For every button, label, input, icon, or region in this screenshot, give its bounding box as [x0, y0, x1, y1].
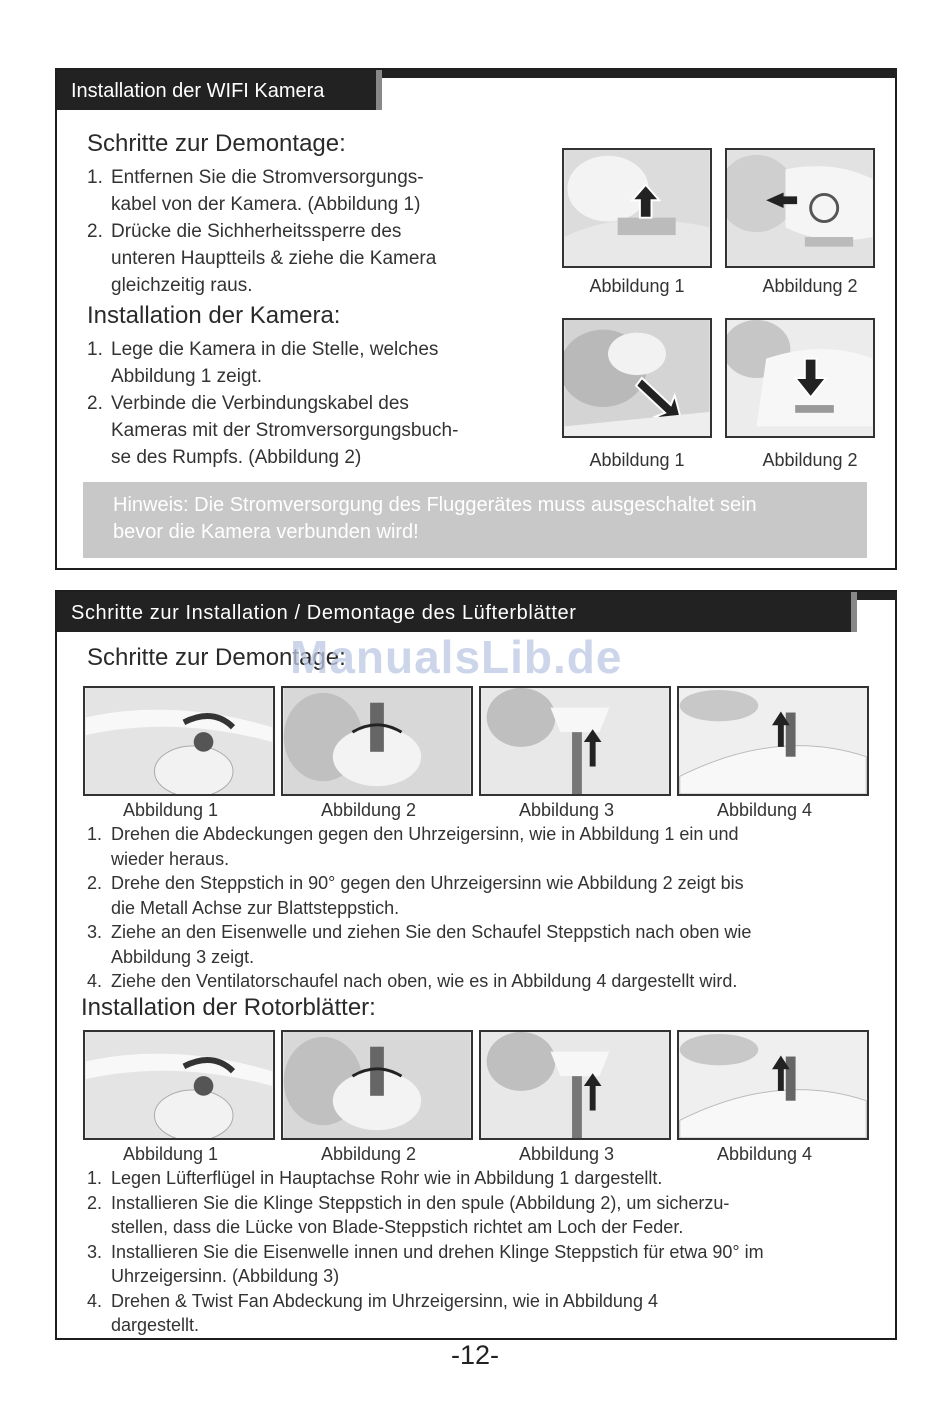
installation-steps — [87, 336, 557, 471]
rotor-blade-section — [55, 590, 897, 1340]
step-item — [87, 1240, 887, 1289]
photo-camera-connect — [725, 318, 875, 438]
step-item — [87, 218, 557, 299]
step-number: 3. — [87, 1241, 103, 1262]
demontage-photo-1 — [83, 686, 275, 796]
demontage-steps — [87, 164, 557, 299]
step-item — [87, 1289, 887, 1338]
step-number: 1. — [87, 1168, 103, 1188]
step-item — [87, 1166, 887, 1191]
caption-figure-2: Abbildung 2 — [762, 276, 858, 296]
step-item — [87, 920, 887, 969]
demontage-photo-4 — [677, 686, 869, 796]
step-number: 3. — [87, 922, 103, 942]
step-text: Drücke die Sichherheitssperre des unteren Hauptteils & ziehe die Kamera gleichzeitig raus. — [111, 221, 437, 296]
section-title-rule — [382, 70, 897, 78]
step-text: Ziehe den Ventilatorschaufel nach oben, wie es in Abbildung 4 dargestellt wird. — [111, 971, 738, 991]
step-item — [87, 822, 887, 871]
step-text: Drehe den Steppstich in 90° gegen den Uhrzeigersinn wie Abbildung 2 zeigt bis die Metall Achse zur Blattsteppstich. — [111, 873, 744, 918]
caption-figure-4: Abbildung 4 — [716, 800, 813, 820]
step-text: Ziehe an den Eisenwelle und ziehen Sie den Schaufel Steppstich nach oben wie Abbildung 3 zeigt. — [111, 922, 752, 967]
installation-photo-4 — [677, 1030, 869, 1140]
step-text: Drehen die Abdeckungen gegen den Uhrzeigersinn, wie in Abbildung 1 ein und wieder heraus. — [111, 824, 739, 869]
heading-demontage: Schritte zur Demontage: — [87, 130, 346, 157]
heading-blade-installation: Installation der Rotorblätter: — [81, 994, 376, 1021]
step-number: 2. — [87, 221, 103, 242]
step-number: 2. — [87, 393, 103, 414]
caption-figure-2: Abbildung 2 — [320, 1144, 417, 1164]
step-text: Legen Lüfterflügel in Hauptachse Rohr wie in Abbildung 1 dargestellt. — [111, 1168, 663, 1188]
step-item — [87, 390, 557, 471]
heading-blade-demontage: Schritte zur Demontage: — [87, 644, 346, 671]
step-text: Installieren Sie die Eisenwelle innen und drehen Klinge Steppstich für etwa 90° im Uhrzeigersinn. (Abbildung 3) — [111, 1241, 764, 1286]
caption-figure-4: Abbildung 2 — [762, 450, 858, 470]
step-item — [87, 336, 557, 390]
step-text: Entfernen Sie die Stromversorgungs- kabel von der Kamera. (Abbildung 1) — [111, 167, 424, 215]
caption-figure-1: Abbildung 1 — [122, 1144, 219, 1164]
step-number: 4. — [87, 1290, 103, 1311]
caption-figure-1: Abbildung 1 — [589, 276, 685, 296]
section-title: Installation der WIFI Kamera — [57, 70, 382, 110]
safety-note — [83, 482, 867, 558]
step-item — [87, 969, 887, 994]
step-number: 1. — [87, 339, 103, 360]
step-text: Installieren Sie die Klinge Steppstich in den spule (Abbildung 2), um sicherzu- stellen, dass die Lücke von Blade-Steppstich richtet am Loch der Feder. — [111, 1192, 730, 1237]
caption-figure-2: Abbildung 2 — [320, 800, 417, 820]
page-number: -12- — [450, 1340, 499, 1370]
camera-installation-section — [55, 68, 897, 570]
photo-camera-place — [562, 318, 712, 438]
installation-photo-2 — [281, 1030, 473, 1140]
blade-demontage-steps — [87, 822, 887, 994]
safety-note-text: Hinweis: Die Stromversorgung des Fluggerätes muss ausgeschaltet sein bevor die Kamera verbunden wird! — [113, 494, 757, 543]
photo-camera-release — [725, 148, 875, 268]
step-item — [87, 871, 887, 920]
installation-photo-3 — [479, 1030, 671, 1140]
caption-figure-1: Abbildung 1 — [122, 800, 219, 820]
step-number: 1. — [87, 167, 103, 188]
heading-installation: Installation der Kamera: — [87, 302, 341, 329]
caption-figure-3: Abbildung 3 — [518, 800, 615, 820]
demontage-photo-2 — [281, 686, 473, 796]
step-item — [87, 1191, 887, 1240]
step-number: 2. — [87, 1192, 103, 1213]
step-number: 1. — [87, 824, 103, 844]
step-item — [87, 164, 557, 218]
demontage-photo-3 — [479, 686, 671, 796]
step-number: 4. — [87, 971, 103, 991]
caption-figure-4: Abbildung 4 — [716, 1144, 813, 1164]
section-title-rule — [857, 592, 897, 600]
installation-photo-1 — [83, 1030, 275, 1140]
step-text: Drehen & Twist Fan Abdeckung im Uhrzeigersinn, wie in Abbildung 4 dargestellt. — [111, 1290, 658, 1335]
watermark: ManualsLib.de — [290, 631, 623, 683]
caption-figure-3: Abbildung 1 — [589, 450, 685, 470]
step-text: Verbinde die Verbindungskabel des Kameras mit der Stromversorgungsbuch- se des Rumpfs. (Abbildung 2) — [111, 393, 459, 468]
caption-figure-3: Abbildung 3 — [518, 1144, 615, 1164]
blade-installation-steps — [87, 1166, 887, 1338]
step-number: 2. — [87, 873, 103, 893]
photo-camera-cable — [562, 148, 712, 268]
section-title: Schritte zur Installation / Demontage des Lüfterblätter — [57, 592, 857, 632]
step-text: Lege die Kamera in die Stelle, welches Abbildung 1 zeigt. — [111, 339, 439, 387]
